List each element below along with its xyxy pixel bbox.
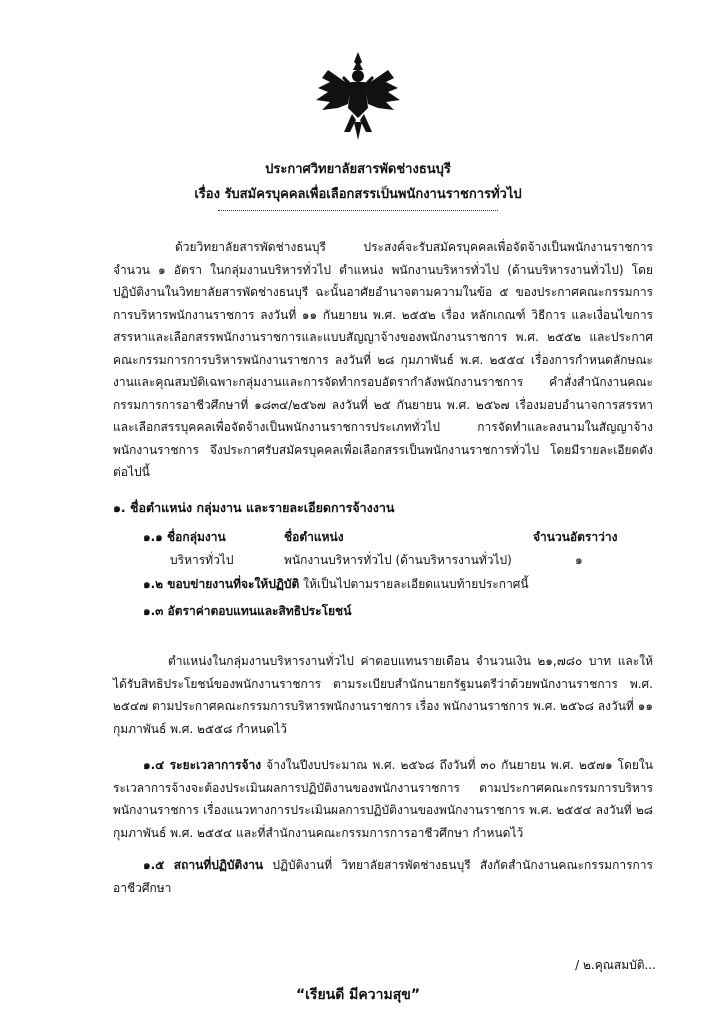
table-cell-vacancy: ๑	[575, 553, 583, 567]
table-cell-position: พนักงานบริหารทั่วไป (ด้านบริหารงานทั่วไป)	[284, 553, 512, 567]
scope-text: ให้เป็นไปตามรายละเอียดแนบท้ายประกาศนี้	[299, 577, 529, 591]
next-page-marker: / ๒.คุณสมบัติ...	[575, 958, 656, 972]
place-label: ๑.๕ สถานที่ปฏิบัติงาน	[143, 858, 264, 872]
announcement-title: ประกาศวิทยาลัยสารพัดช่างธนบุรี	[265, 162, 451, 177]
scope-label: ๑.๒ ขอบข่ายงานที่จะให้ปฏิบัติ	[143, 577, 300, 591]
salary-paragraph: ตำแหน่งในกลุ่มงานบริหารงานทั่วไป ค่าตอบแทนรายเดือน จำนวนเงิน ๒๑,๗๘๐ บาท และให้ได้รับสิทธิประโยชน์ของพนักงานราชการ ตามระเบียบสำนักนายกรัฐมนตรีว่าด้วยพนักงานราชการ พ.ศ. ๒๕๔๗ ตามประกาศคณะกรรมการบริหารพนักงานราชการ เรื่อง พนักงานราชการ พ.ศ. ๒๕๖๘ ลงวันที่ ๑๑ กุมภาพันธ์ พ.ศ. ๒๕๕๘ กำหนดไว้	[113, 654, 653, 736]
col-header-vacancy: จำนวนอัตราว่าง	[533, 530, 618, 544]
scope-line	[143, 575, 529, 594]
period-label: ๑.๔ ระยะเวลาการจ้าง	[143, 758, 262, 772]
title-divider	[218, 210, 498, 211]
announcement-subject: เรื่อง รับสมัครบุคคลเพื่อเลือกสรรเป็นพนักงานราชการทั่วไป	[194, 187, 522, 202]
section-1-heading: ๑. ชื่อตำแหน่ง กลุ่มงาน และรายละเอียดการจ้างงาน	[113, 500, 395, 515]
period-paragraph	[113, 754, 653, 844]
col-header-position: ชื่อตำแหน่ง	[284, 530, 344, 544]
col-header-group: ๑.๑ ชื่อกลุ่มงาน	[143, 530, 226, 544]
intro-paragraph: ด้วยวิทยาลัยสารพัดช่างธนบุรี ประสงค์จะรับสมัครบุคคลเพื่อจัดจ้างเป็นพนักงานราชการ จำนวน ๑ อัตรา ในกลุ่มงานบริหารทั่วไป ตำแหน่ง พนักงานบริหารทั่วไป (ด้านบริหารงานทั่วไป) โดยปฏิบัติงานในวิทยาลัยสารพัดช่างธนบุรี ฉะนั้นอาศัยอำนาจตามความในข้อ ๕ ของประกาศคณะกรรมการการบริหารพนักงานราชการ ลงวันที่ ๑๑ กันยายน พ.ศ. ๒๕๕๒ เรื่อง หลักเกณฑ์ วิธีการ และเงื่อนไขการสรรหาและเลือกสรรพนักงานราชการและแบบสัญญาจ้างของพนักงานราชการ พ.ศ. ๒๕๕๒ และประกาศคณะกรรมการการบริหารพนักงานราชการ ลงวันที่ ๒๘ กุมภาพันธ์ พ.ศ. ๒๕๕๔ เรื่องการกำหนดลักษณะงานและคุณสมบัติเฉพาะกลุ่มงานและการจัดทำกรอบอัตรากำลังพนักงานราชการ คำสั่งสำนักงานคณะกรรมการการอาชีวศึกษาที่ ๑๘๓๔/๒๕๖๗ ลงวันที่ ๒๕ กันยายน พ.ศ. ๒๕๖๗ เรื่องมอบอำนาจการสรรหาและเลือกสรรบุคคลเพื่อจัดจ้างเป็นพนักงานราชการประเภททั่วไป การจัดทำและลงนามในสัญญาจ้างพนักงานราชการ จึงประกาศรับสมัครบุคคลเพื่อเลือกสรรเป็นพนักงานราชการทั่วไป โดยมีรายละเอียดดังต่อไปนี้	[113, 240, 653, 479]
place-text: ปฏิบัติงานที่ วิทยาลัยสารพัดช่างธนบุรี สังกัดสำนักงานคณะกรรมการการอาชีวศึกษา	[113, 858, 653, 895]
salary-heading: ๑.๓ อัตราค่าตอบแทนและสิทธิประโยชน์	[143, 604, 352, 618]
garuda-emblem	[308, 48, 408, 148]
table-cell-group: บริหารทั่วไป	[170, 553, 234, 567]
slogan: “เรียนดี มีความสุข”	[295, 987, 421, 1003]
period-text: จ้างในปีงบประมาณ พ.ศ. ๒๕๖๘ ถึงวันที่ ๓๐ กันยายน พ.ศ. ๒๕๗๑ โดยในระเวลาการจ้างจะต้องประเมินผลการปฏิบัติงานของพนักงานราชการ ตามประกาศคณะกรรมการบริหารพนักงานราชการ เรื่องแนวทางการประเมินผลการปฏิบัติงานของพนักงานราชการ พ.ศ. ๒๕๕๔ ลงวันที่ ๒๘ กุมภาพันธ์ พ.ศ. ๒๕๕๔ และที่สำนักงานคณะกรรมการการอาชีวศึกษา กำหนดไว้	[113, 758, 653, 840]
place-paragraph	[113, 854, 653, 899]
